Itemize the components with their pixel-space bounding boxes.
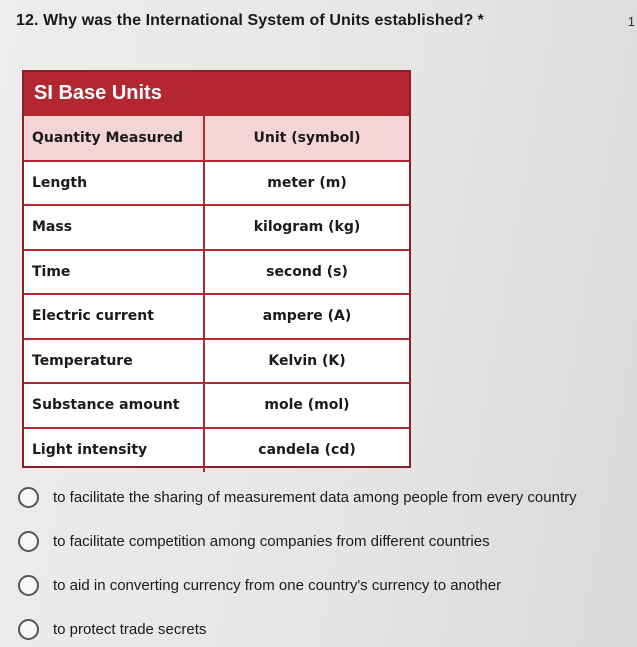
table-row [24, 250, 409, 295]
quantity-cell: Mass [24, 205, 204, 250]
unit-cell: Kelvin (K) [204, 339, 409, 384]
table-row [24, 428, 409, 473]
radio-button[interactable] [18, 487, 39, 508]
option-label[interactable]: to facilitate the sharing of measurement data among people from every country [53, 488, 577, 506]
unit-cell: candela (cd) [204, 428, 409, 473]
page-marker: 1 [627, 14, 635, 29]
table-title: SI Base Units [24, 72, 409, 116]
answer-option-4[interactable] [18, 618, 577, 640]
option-label[interactable]: to aid in converting currency from one country's currency to another [53, 576, 502, 594]
table-row [24, 339, 409, 384]
quantity-cell: Length [24, 161, 204, 206]
option-label[interactable]: to protect trade secrets [53, 620, 207, 638]
unit-cell: meter (m) [204, 161, 409, 206]
radio-button[interactable] [18, 531, 39, 552]
question-text: 12. Why was the International System of Units established? [16, 12, 474, 29]
radio-button[interactable] [18, 619, 39, 640]
table-header-row [24, 116, 409, 161]
quantity-cell: Time [24, 250, 204, 295]
table-row [24, 294, 409, 339]
header-quantity: Quantity Measured [24, 116, 204, 161]
header-unit: Unit (symbol) [204, 116, 409, 161]
radio-button[interactable] [18, 575, 39, 596]
si-units-table-image [22, 70, 411, 468]
table-row [24, 205, 409, 250]
required-asterisk: * [477, 12, 484, 29]
answer-option-2[interactable] [18, 530, 577, 552]
table-row [24, 161, 409, 206]
answer-option-1[interactable] [18, 486, 577, 508]
quantity-cell: Substance amount [24, 383, 204, 428]
option-label[interactable]: to facilitate competition among companies from different countries [53, 532, 490, 550]
si-units-table [24, 116, 409, 472]
quantity-cell: Temperature [24, 339, 204, 384]
unit-cell: kilogram (kg) [204, 205, 409, 250]
answer-options [18, 486, 577, 647]
table-row [24, 383, 409, 428]
answer-option-3[interactable] [18, 574, 577, 596]
unit-cell: ampere (A) [204, 294, 409, 339]
quantity-cell: Electric current [24, 294, 204, 339]
question-title [16, 12, 484, 30]
unit-cell: mole (mol) [204, 383, 409, 428]
unit-cell: second (s) [204, 250, 409, 295]
quantity-cell: Light intensity [24, 428, 204, 473]
